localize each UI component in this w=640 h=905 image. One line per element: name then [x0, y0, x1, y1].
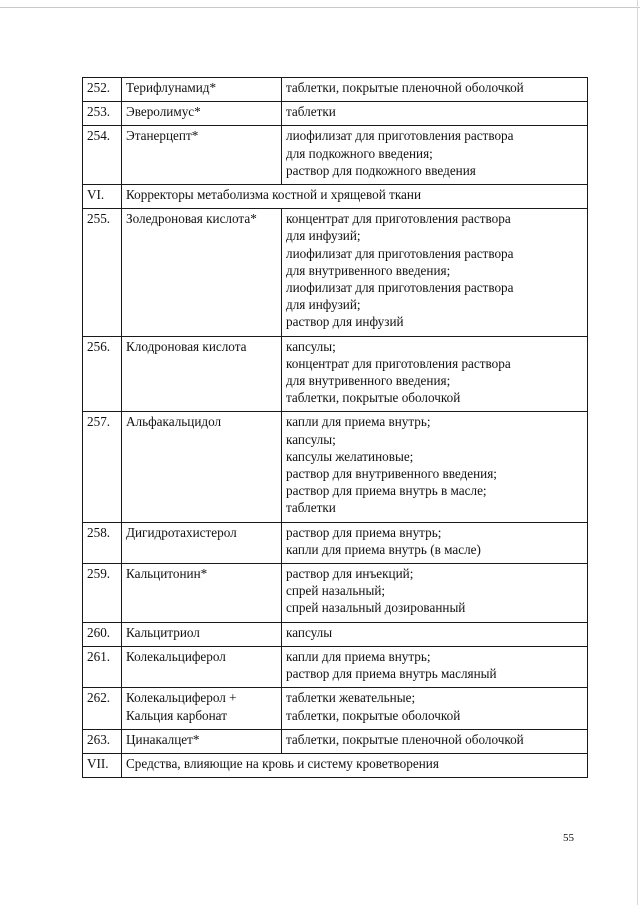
- dosage-form-line: таблетки, покрытые оболочкой: [286, 390, 461, 406]
- drug-number: 257.: [83, 412, 122, 522]
- section-row: [83, 185, 588, 209]
- section-title: Корректоры метаболизма костной и хрящевой ткани: [122, 185, 588, 209]
- drug-row: [83, 209, 588, 336]
- page-number: 55: [563, 832, 574, 844]
- dosage-form-line: для подкожного введения;: [286, 145, 433, 161]
- section-title: Средства, влияющие на кровь и систему кроветворения: [122, 753, 588, 777]
- dosage-form-line: капсулы;: [286, 431, 336, 447]
- drug-number: 252.: [83, 78, 122, 102]
- drug-name-cell: [122, 126, 282, 185]
- dosage-form-line: раствор для внутривенного введения;: [286, 466, 497, 482]
- dosage-form-line: для инфузий;: [286, 297, 361, 313]
- drug-row: [83, 729, 588, 753]
- drug-number: 261.: [83, 646, 122, 687]
- drug-number: 253.: [83, 102, 122, 126]
- dosage-form-line: таблетки жевательные;: [286, 690, 416, 706]
- drug-row: [83, 522, 588, 563]
- dosage-form-cell: [282, 688, 588, 729]
- drug-name-line: Эверолимус*: [126, 104, 201, 120]
- dosage-form-line: капсулы: [286, 624, 333, 640]
- dosage-form-line: лиофилизат для приготовления раствора: [286, 280, 514, 296]
- dosage-form-cell: [282, 522, 588, 563]
- dosage-form-cell: [282, 78, 588, 102]
- drug-name-cell: [122, 646, 282, 687]
- drug-name-cell: [122, 688, 282, 729]
- drug-name-line: Колекальциферол +: [126, 690, 237, 706]
- drug-number: 258.: [83, 522, 122, 563]
- dosage-form-line: таблетки: [286, 104, 336, 120]
- section-row: [83, 753, 588, 777]
- dosage-form-cell: [282, 564, 588, 623]
- dosage-form-line: раствор для приема внутрь;: [286, 524, 442, 540]
- drug-row: [83, 126, 588, 185]
- dosage-form-line: капли для приема внутрь (в масле): [286, 541, 481, 557]
- drug-name-cell: [122, 522, 282, 563]
- dosage-form-cell: [282, 336, 588, 412]
- drug-name-line: Кальцитонин*: [126, 566, 208, 582]
- dosage-form-cell: [282, 102, 588, 126]
- dosage-form-line: таблетки, покрытые оболочкой: [286, 707, 461, 723]
- dosage-form-cell: [282, 412, 588, 522]
- drug-name-cell: [122, 209, 282, 336]
- dosage-form-line: раствор для инфузий: [286, 314, 404, 330]
- drug-name-line: Дигидротахистерол: [126, 524, 237, 540]
- drug-number: 262.: [83, 688, 122, 729]
- dosage-form-line: для внутривенного введения;: [286, 262, 451, 278]
- drug-number: 254.: [83, 126, 122, 185]
- dosage-form-line: спрей назальный дозированный: [286, 600, 466, 616]
- drug-row: [83, 622, 588, 646]
- dosage-form-line: лиофилизат для приготовления раствора: [286, 245, 514, 261]
- drug-number: 259.: [83, 564, 122, 623]
- drug-name-cell: [122, 622, 282, 646]
- dosage-form-line: для внутривенного введения;: [286, 373, 451, 389]
- drug-number: 263.: [83, 729, 122, 753]
- drug-name-line: Кальцитриол: [126, 624, 200, 640]
- dosage-form-line: таблетки, покрытые пленочной оболочкой: [286, 731, 524, 747]
- drug-name-line: Клодроновая кислота: [126, 338, 247, 354]
- scan-edge-line: [0, 7, 640, 8]
- drug-name-cell: [122, 102, 282, 126]
- section-number: VII.: [83, 753, 122, 777]
- dosage-form-line: раствор для приема внутрь масляный: [286, 666, 497, 682]
- drug-name-line: Золедроновая кислота*: [126, 211, 257, 227]
- drug-name-cell: [122, 78, 282, 102]
- drug-row: [83, 102, 588, 126]
- drug-name-line: Терифлунамид*: [126, 80, 217, 95]
- drug-row: [83, 564, 588, 623]
- drug-name-cell: [122, 564, 282, 623]
- dosage-form-line: капсулы;: [286, 338, 336, 354]
- dosage-form-line: раствор для приема внутрь в масле;: [286, 483, 487, 499]
- dosage-form-line: капли для приема внутрь;: [286, 414, 431, 430]
- dosage-form-cell: [282, 729, 588, 753]
- drug-row: [83, 412, 588, 522]
- dosage-form-line: таблетки, покрытые пленочной оболочкой: [286, 80, 524, 95]
- drug-list-body: [83, 78, 588, 778]
- dosage-form-cell: [282, 126, 588, 185]
- dosage-form-cell: [282, 646, 588, 687]
- drug-name-line: Альфакальцидол: [126, 414, 222, 430]
- dosage-form-line: капсулы желатиновые;: [286, 448, 414, 464]
- scan-right-edge: [637, 0, 638, 905]
- dosage-form-cell: [282, 209, 588, 336]
- dosage-form-line: спрей назальный;: [286, 583, 386, 599]
- section-number: VI.: [83, 185, 122, 209]
- drug-row: [83, 646, 588, 687]
- drug-number: 260.: [83, 622, 122, 646]
- drug-name-cell: [122, 729, 282, 753]
- drug-list-table: [82, 77, 588, 778]
- drug-name-line: Кальция карбонат: [126, 707, 227, 723]
- drug-name-line: Этанерцепт*: [126, 128, 199, 144]
- dosage-form-line: таблетки: [286, 500, 336, 516]
- drug-name-cell: [122, 412, 282, 522]
- dosage-form-line: для инфузий;: [286, 228, 361, 244]
- drug-name-line: Колекальциферол: [126, 648, 226, 664]
- drug-row: [83, 78, 588, 102]
- drug-name-line: Цинакалцет*: [126, 731, 200, 747]
- dosage-form-line: концентрат для приготовления раствора: [286, 355, 511, 371]
- dosage-form-line: раствор для подкожного введения: [286, 162, 476, 178]
- drug-number: 255.: [83, 209, 122, 336]
- drug-row: [83, 688, 588, 729]
- drug-name-cell: [122, 336, 282, 412]
- drug-number: 256.: [83, 336, 122, 412]
- dosage-form-cell: [282, 622, 588, 646]
- dosage-form-line: лиофилизат для приготовления раствора: [286, 128, 514, 144]
- drug-row: [83, 336, 588, 412]
- dosage-form-line: концентрат для приготовления раствора: [286, 211, 511, 227]
- dosage-form-line: раствор для инъекций;: [286, 566, 414, 582]
- dosage-form-line: капли для приема внутрь;: [286, 648, 431, 664]
